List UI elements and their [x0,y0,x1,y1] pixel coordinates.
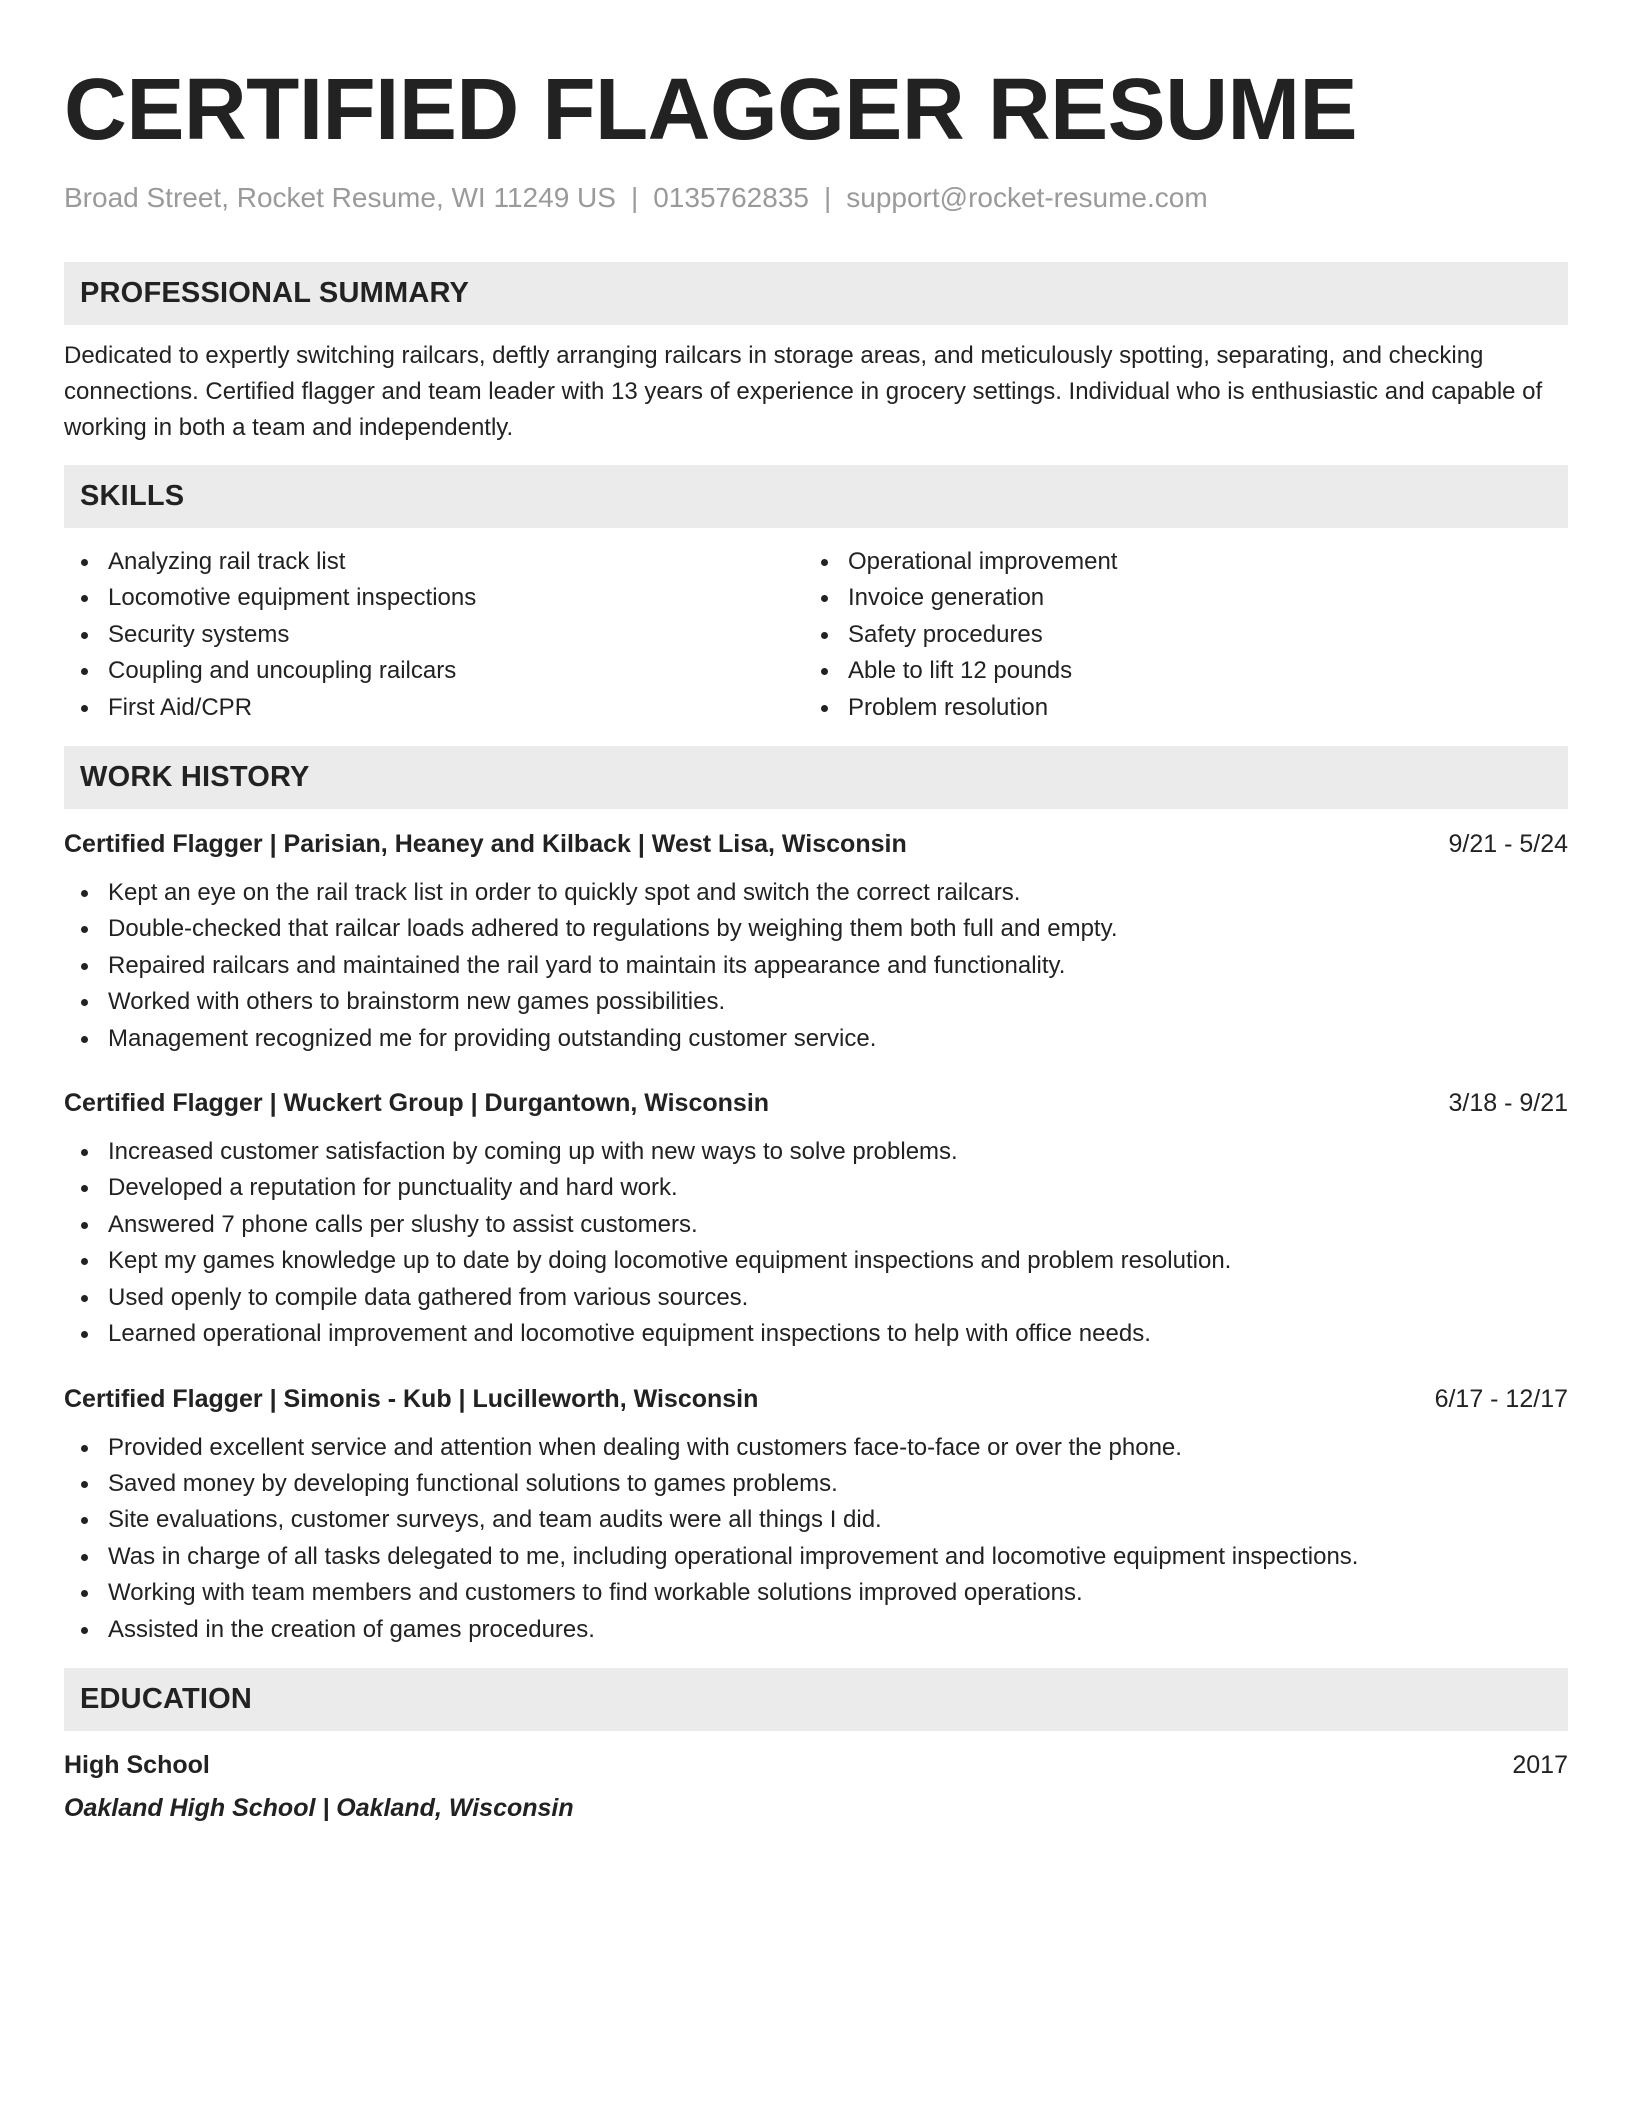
job-title: Certified Flagger | Simonis - Kub | Lucilleworth, Wisconsin [64,1384,759,1413]
summary-text: Dedicated to expertly switching railcars, deftly arranging railcars in storage areas, and meticulously spotting, separating, and checking connections. Certified flagger and team leader with 13 years of experience in grocery settings. Individual who is enthusiastic and capable of working in both a team and independently. [64,342,1543,441]
education-entry [64,1750,1568,1823]
address: Broad Street, Rocket Resume, WI 11249 US [64,182,616,213]
job-heading [64,1384,1568,1413]
education-year: 2017 [1512,1750,1568,1779]
job-bullet: Answered 7 phone calls per slushy to assist customers. [64,1207,1568,1243]
resume-title: CERTIFIED FLAGGER RESUME [64,61,1358,158]
skill-item: Analyzing rail track list [64,544,804,580]
job-bullet: Management recognized me for providing outstanding customer service. [64,1021,1568,1057]
skill-item: Locomotive equipment inspections [64,580,804,616]
job-title: Certified Flagger | Parisian, Heaney and Kilback | West Lisa, Wisconsin [64,830,907,859]
skill-item: Able to lift 12 pounds [804,653,1568,689]
education-heading [64,1750,1568,1779]
job-bullet: Worked with others to brainstorm new games possibilities. [64,984,1568,1020]
skill-item: Security systems [64,617,804,653]
job-entry [64,1091,1568,1352]
job-title: Certified Flagger | Wuckert Group | Durgantown, Wisconsin [64,1089,770,1118]
email: support@rocket-resume.com [846,182,1208,213]
education-degree: High School [64,1750,210,1779]
job-bullet: Assisted in the creation of games procedures. [64,1612,1568,1648]
job-bullets [64,875,1568,1057]
skills-column-right [804,544,1568,726]
education-school: Oakland High School | Oakland, Wisconsin [64,1793,574,1822]
skill-item: Invoice generation [804,580,1568,616]
skills-column-left [64,544,804,726]
section-header-summary: PROFESSIONAL SUMMARY [64,262,1568,325]
job-bullet: Saved money by developing functional solutions to games problems. [64,1466,1568,1502]
job-bullet: Was in charge of all tasks delegated to me, including operational improvement and locomotive equipment inspections. [64,1539,1568,1575]
section-header-work: WORK HISTORY [64,746,1568,809]
section-header-education: EDUCATION [64,1668,1568,1731]
job-bullet: Kept an eye on the rail track list in order to quickly spot and switch the correct railcars. [64,875,1568,911]
contact-separator: | [630,182,639,213]
job-entry [64,1384,1568,1648]
job-bullets [64,1134,1568,1352]
job-bullet: Developed a reputation for punctuality and hard work. [64,1170,1568,1206]
job-dates: 6/17 - 12/17 [1434,1384,1568,1413]
job-bullet: Increased customer satisfaction by coming up with new ways to solve problems. [64,1134,1568,1170]
job-bullets [64,1430,1568,1648]
job-heading [64,832,1568,857]
skill-item: Safety procedures [804,617,1568,653]
job-bullet: Site evaluations, customer surveys, and team audits were all things I did. [64,1502,1568,1538]
phone: 0135762835 [653,182,809,213]
contact-separator: | [823,182,832,213]
skill-item: Coupling and uncoupling railcars [64,653,804,689]
skill-item: Operational improvement [804,544,1568,580]
skills-list [64,544,1568,726]
job-bullet: Double-checked that railcar loads adhered to regulations by weighing them both full and empty. [64,911,1568,947]
contact-line [64,184,1568,212]
skill-item: Problem resolution [804,690,1568,726]
job-dates: 9/21 - 5/24 [1448,830,1568,859]
job-bullet: Used openly to compile data gathered from various sources. [64,1280,1568,1316]
job-entry [64,832,1568,1057]
skill-item: First Aid/CPR [64,690,804,726]
job-bullet: Kept my games knowledge up to date by doing locomotive equipment inspections and problem resolution. [64,1243,1568,1279]
job-bullet: Learned operational improvement and locomotive equipment inspections to help with office needs. [64,1316,1568,1352]
job-bullet: Working with team members and customers to find workable solutions improved operations. [64,1575,1568,1611]
job-bullet: Repaired railcars and maintained the rail yard to maintain its appearance and functionality. [64,948,1568,984]
section-header-skills: SKILLS [64,465,1568,528]
job-bullet: Provided excellent service and attention when dealing with customers face-to-face or over the phone. [64,1430,1568,1466]
job-dates: 3/18 - 9/21 [1448,1089,1568,1118]
job-heading [64,1091,1568,1116]
